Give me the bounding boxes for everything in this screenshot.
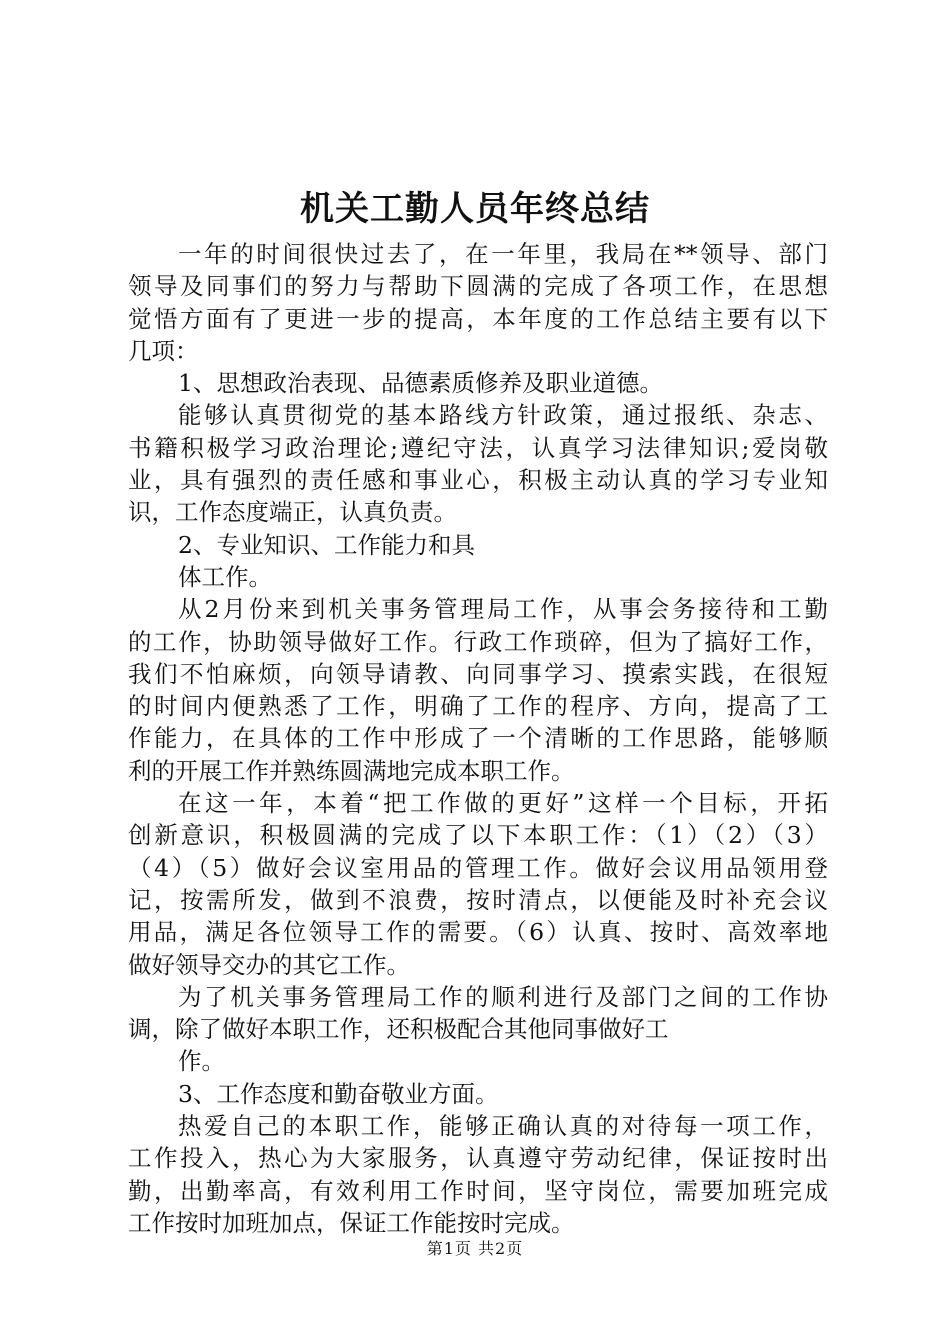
page-footer: 第1页 共2页 (426, 1239, 524, 1258)
text-line: 觉悟方面有了更进一步的提高，本年度的工作总结主要有以下 (128, 304, 828, 333)
text-line: 一年的时间很快过去了，在一年里，我局在**领导、部门 (178, 240, 828, 268)
text-line: 作。 (178, 1047, 225, 1076)
text-line: 书籍积极学习政治理论;遵纪守法，认真学习法律知识;爱岗敬 (128, 433, 828, 462)
text-line: 几项： (128, 336, 199, 365)
text-line: 工作按时加班加点，保证工作能按时完成。 (128, 1208, 575, 1237)
text-line: 作能力，在具体的工作中形成了一个清晰的工作思路，能够顺 (128, 724, 828, 753)
text-line: 从2月份来到机关事务管理局工作，从事会务接待和工勤 (178, 595, 828, 624)
text-line: 2、专业知识、工作能力和具 (178, 530, 475, 559)
text-line: 能够认真贯彻党的基本路线方针政策，通过报纸、杂志、 (178, 401, 828, 430)
text-line: 记，按需所发，做到不浪费，按时清点，以便能及时补充会议 (128, 885, 828, 914)
text-line: 利的开展工作并熟练圆满地完成本职工作。 (128, 756, 575, 785)
text-line: 领导及同事们的努力与帮助下圆满的完成了各项工作，在思想 (128, 272, 828, 301)
text-line: 做好领导交办的其它工作。 (128, 950, 410, 979)
text-line: 业，具有强烈的责任感和事业心，积极主动认真的学习专业知 (128, 466, 828, 495)
text-line: 我们不怕麻烦，向领导请教、向同事学习、摸索实践，在很短 (128, 659, 828, 688)
text-line: 工作投入，热心为大家服务，认真遵守劳动纪律，保证按时出 (128, 1144, 828, 1173)
text-line: 勤，出勤率高，有效利用工作时间，坚守岗位，需要加班完成 (128, 1176, 828, 1205)
text-line: 为了机关事务管理局工作的顺利进行及部门之间的工作协 (178, 982, 828, 1011)
text-line: 识，工作态度端正，认真负责。 (128, 498, 457, 527)
text-line: 体工作。 (178, 562, 272, 591)
text-line: 3、工作态度和勤奋敬业方面。 (178, 1079, 499, 1108)
text-line: （4）（5）做好会议室用品的管理工作。做好会议用品领用登 (128, 853, 828, 882)
text-line: 的工作，协助领导做好工作。行政工作琐碎，但为了搞好工作， (128, 627, 828, 656)
text-line: 调，除了做好本职工作，还积极配合其他同事做好工 (128, 1015, 669, 1044)
text-line: 热爱自己的本职工作，能够正确认真的对待每一项工作， (178, 1112, 828, 1141)
text-line: 1、思想政治表现、品德素质修养及职业道德。 (178, 369, 663, 398)
document-title: 机关工勤人员年终总结 (300, 189, 650, 229)
text-line: 用品，满足各位领导工作的需要。（6）认真、按时、高效率地 (128, 918, 828, 947)
document-body (128, 238, 828, 1239)
text-line: 的时间内便熟悉了工作，明确了工作的程序、方向，提高了工 (128, 692, 828, 721)
text-line: 在这一年，本着“把工作做的更好”这样一个目标，开拓 (178, 789, 828, 818)
text-line: 创新意识，积极圆满的完成了以下本职工作：（1）（2）（3） (128, 821, 828, 850)
